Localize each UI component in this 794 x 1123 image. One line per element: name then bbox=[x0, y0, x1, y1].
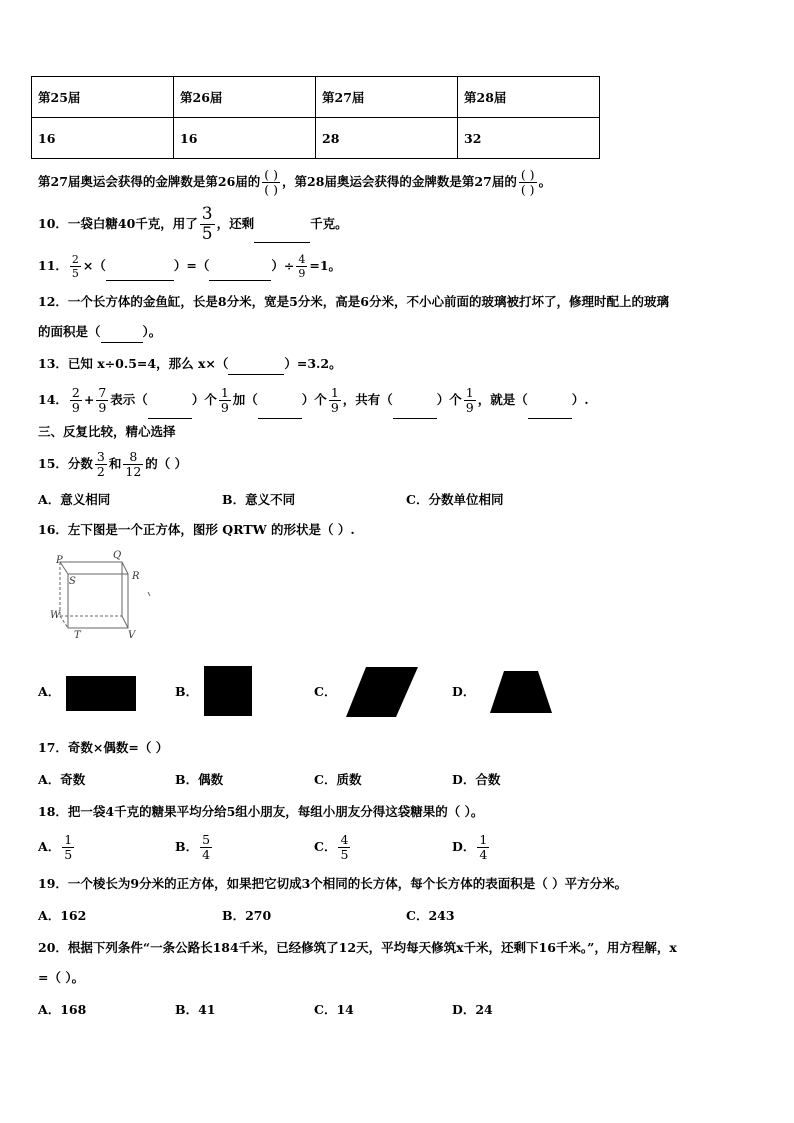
q14-text: 加（ bbox=[232, 392, 258, 407]
q15-text: 的（ ） bbox=[145, 456, 188, 471]
option-d[interactable] bbox=[452, 828, 491, 866]
question-12-line-2 bbox=[38, 322, 161, 343]
fraction bbox=[296, 254, 307, 279]
option-c[interactable]: C．14 bbox=[314, 1002, 354, 1017]
denominator: 5 bbox=[64, 847, 73, 862]
option-d[interactable]: D．合数 bbox=[452, 772, 501, 787]
q14-text: ）个 bbox=[191, 392, 217, 407]
numerator: 1 bbox=[479, 831, 488, 847]
q11-text: ）÷ bbox=[271, 258, 295, 273]
denominator: 5 bbox=[201, 224, 213, 244]
q11-text: ）=（ bbox=[173, 258, 210, 273]
option-a[interactable]: A．168 bbox=[38, 1002, 87, 1017]
rectangle-shape[interactable] bbox=[66, 676, 136, 711]
table-cell: 16 bbox=[32, 118, 174, 159]
vertex-label-t: T bbox=[74, 630, 81, 641]
answer-blank[interactable] bbox=[106, 252, 174, 281]
fraction bbox=[62, 831, 74, 862]
question-20-line-1: 20．根据下列条件“一条公路长184千米，已经修筑了12天，平均每天修筑x千米，还剩下16千米。”，用方程解，x bbox=[38, 940, 677, 955]
vertex-label-s: S bbox=[69, 576, 76, 587]
q10-text-3: 千克。 bbox=[310, 216, 348, 231]
q12-text: 的面积是（ bbox=[38, 324, 101, 339]
numerator: 1 bbox=[220, 384, 229, 400]
answer-blank[interactable] bbox=[393, 382, 437, 419]
q13-text: ）=3.2。 bbox=[284, 356, 342, 371]
answer-blank[interactable] bbox=[528, 382, 572, 419]
cube-hidden-edge bbox=[60, 616, 68, 628]
numerator: 1 bbox=[465, 384, 474, 400]
fraction bbox=[219, 384, 231, 415]
numerator: 7 bbox=[98, 384, 107, 400]
denominator: 9 bbox=[330, 400, 339, 415]
numerator: 3 bbox=[201, 204, 213, 224]
q9-text-1: 第27届奥运会获得的金牌数是第26届的 bbox=[38, 174, 261, 189]
denominator: 2 bbox=[96, 464, 105, 479]
option-b[interactable]: B．41 bbox=[175, 1002, 216, 1017]
square-shape[interactable] bbox=[204, 666, 252, 716]
table-header-cell: 第27届 bbox=[316, 77, 458, 118]
vertex-label-v: V bbox=[128, 630, 136, 641]
option-a[interactable] bbox=[38, 828, 76, 866]
answer-fraction-blank[interactable] bbox=[519, 166, 537, 197]
fraction bbox=[70, 254, 81, 279]
question-11 bbox=[38, 252, 341, 281]
answer-blank[interactable] bbox=[254, 206, 310, 243]
option-label: A． bbox=[38, 839, 61, 854]
q14-text: ）. bbox=[571, 392, 589, 407]
denominator: 12 bbox=[125, 464, 142, 479]
cube-top-face bbox=[60, 562, 128, 574]
cube-edge bbox=[122, 616, 128, 628]
question-18: 18．把一袋4千克的糖果平均分给5组小朋友，每组小朋友分得这袋糖果的（ ）。 bbox=[38, 804, 484, 819]
option-a[interactable]: A．奇数 bbox=[38, 772, 86, 787]
numerator: 5 bbox=[202, 831, 211, 847]
section-heading: 三、反复比较，精心选择 bbox=[38, 424, 176, 439]
option-label: C． bbox=[314, 839, 337, 854]
denominator: 4 bbox=[202, 847, 211, 862]
option-a[interactable]: A． bbox=[38, 684, 61, 699]
denominator: 4 bbox=[479, 847, 488, 862]
option-d[interactable]: D．24 bbox=[452, 1002, 493, 1017]
denominator: 5 bbox=[71, 267, 79, 280]
table-header-row bbox=[32, 77, 600, 118]
blank-numerator: ( ) bbox=[264, 166, 279, 182]
denominator: 5 bbox=[340, 847, 349, 862]
numerator: 1 bbox=[64, 831, 73, 847]
q14-text: ）个 bbox=[436, 392, 462, 407]
question-15 bbox=[38, 446, 187, 482]
numerator: 2 bbox=[71, 384, 80, 400]
option-b[interactable]: B．意义不同 bbox=[222, 492, 296, 507]
q14-text: ）个 bbox=[301, 392, 327, 407]
option-c[interactable]: C．243 bbox=[406, 908, 455, 923]
fraction bbox=[95, 448, 107, 479]
option-a[interactable]: A．162 bbox=[38, 908, 87, 923]
numerator: 4 bbox=[298, 253, 306, 266]
medal-table bbox=[31, 76, 600, 159]
denominator: 9 bbox=[298, 267, 306, 280]
fraction bbox=[96, 384, 108, 415]
question-9 bbox=[38, 162, 551, 202]
fraction bbox=[123, 448, 143, 479]
q14-text: 表示（ bbox=[110, 392, 148, 407]
cube-front-face bbox=[68, 574, 128, 628]
q14-text: ，共有（ bbox=[342, 392, 393, 407]
option-d[interactable]: D． bbox=[452, 684, 476, 699]
fraction bbox=[200, 206, 215, 243]
answer-blank[interactable] bbox=[258, 382, 302, 419]
vertex-label-r: R bbox=[132, 571, 140, 582]
answer-blank[interactable] bbox=[209, 252, 271, 281]
fraction bbox=[70, 384, 82, 415]
fraction bbox=[477, 831, 489, 862]
numerator: 4 bbox=[340, 831, 349, 847]
option-label: D． bbox=[452, 839, 476, 854]
parallelogram-shape[interactable] bbox=[344, 667, 420, 719]
option-a[interactable]: A．意义相同 bbox=[38, 492, 111, 507]
option-c[interactable]: C． bbox=[314, 684, 337, 699]
q11-text: ×（ bbox=[82, 258, 106, 273]
question-19: 19．一个棱长为9分米的正方体，如果把它切成3个相同的长方体，每个长方体的表面积是（ ）平方分米。 bbox=[38, 876, 628, 891]
fraction bbox=[338, 831, 350, 862]
denominator: 9 bbox=[71, 400, 80, 415]
option-b[interactable] bbox=[175, 828, 214, 866]
option-b[interactable]: B． bbox=[175, 684, 199, 699]
table-row bbox=[32, 118, 600, 159]
q14-text: ，就是（ bbox=[477, 392, 528, 407]
fraction bbox=[200, 831, 212, 862]
answer-blank[interactable] bbox=[228, 354, 284, 375]
blank-denominator: ( ) bbox=[520, 182, 535, 197]
vertex-label-w: W bbox=[50, 610, 61, 621]
plus-sign: + bbox=[83, 392, 95, 407]
option-c[interactable]: C．质数 bbox=[314, 772, 362, 787]
q10-text-2: ，还剩 bbox=[216, 216, 255, 231]
table-cell: 32 bbox=[458, 118, 600, 159]
question-14 bbox=[38, 382, 589, 419]
question-17: 17．奇数×偶数=（ ） bbox=[38, 740, 169, 755]
blank-numerator: ( ) bbox=[520, 166, 535, 182]
numerator: 1 bbox=[330, 384, 339, 400]
option-b[interactable]: B．270 bbox=[222, 908, 272, 923]
q10-text: 10．一袋白糖40千克，用了 bbox=[38, 216, 198, 231]
table-cell: 16 bbox=[174, 118, 316, 159]
q14-number: 14． bbox=[38, 392, 68, 407]
table-header-cell: 第25届 bbox=[32, 77, 174, 118]
question-12-line-1: 12．一个长方体的金鱼缸，长是8分米，宽是5分米，高是6分米，不小心前面的玻璃被打坏了，修理时配上的玻璃 bbox=[38, 294, 669, 309]
numerator: 8 bbox=[129, 448, 138, 464]
table-header-cell: 第26届 bbox=[174, 77, 316, 118]
numerator: 3 bbox=[96, 448, 105, 464]
question-13 bbox=[38, 354, 342, 375]
figure-mark bbox=[148, 592, 150, 596]
answer-fraction-blank[interactable] bbox=[262, 166, 280, 197]
option-b[interactable]: B．偶数 bbox=[175, 772, 224, 787]
vertex-label-q: Q bbox=[113, 550, 122, 561]
q9-text-2: ，第28届奥运会获得的金牌数是第27届的 bbox=[282, 174, 517, 189]
q15-text: 和 bbox=[108, 456, 122, 471]
q13-text: 13．已知 x÷0.5=4，那么 x×（ bbox=[38, 356, 229, 371]
answer-blank[interactable] bbox=[148, 382, 192, 419]
question-16: 16．左下图是一个正方体，图形 QRTW 的形状是（ ）. bbox=[38, 522, 355, 537]
denominator: 9 bbox=[465, 400, 474, 415]
trapezoid-shape[interactable] bbox=[488, 669, 554, 715]
question-20-line-2: =（ ）。 bbox=[38, 970, 85, 985]
answer-blank[interactable] bbox=[101, 322, 143, 343]
denominator: 9 bbox=[220, 400, 229, 415]
blank-denominator: ( ) bbox=[264, 182, 279, 197]
table-header-cell: 第28届 bbox=[458, 77, 600, 118]
numerator: 2 bbox=[71, 253, 79, 266]
question-10 bbox=[38, 206, 348, 243]
option-c[interactable] bbox=[314, 828, 352, 866]
q11-number: 11． bbox=[38, 258, 68, 273]
vertex-label-p: P bbox=[56, 555, 63, 566]
q9-text-3: 。 bbox=[538, 174, 552, 189]
fraction bbox=[464, 384, 476, 415]
denominator: 9 bbox=[98, 400, 107, 415]
fraction bbox=[329, 384, 341, 415]
table-cell: 28 bbox=[316, 118, 458, 159]
q15-text: 15．分数 bbox=[38, 456, 93, 471]
q11-text: =1。 bbox=[309, 258, 342, 273]
option-c[interactable]: C．分数单位相同 bbox=[406, 492, 504, 507]
q12-text: ）。 bbox=[142, 324, 162, 339]
option-label: B． bbox=[175, 839, 199, 854]
